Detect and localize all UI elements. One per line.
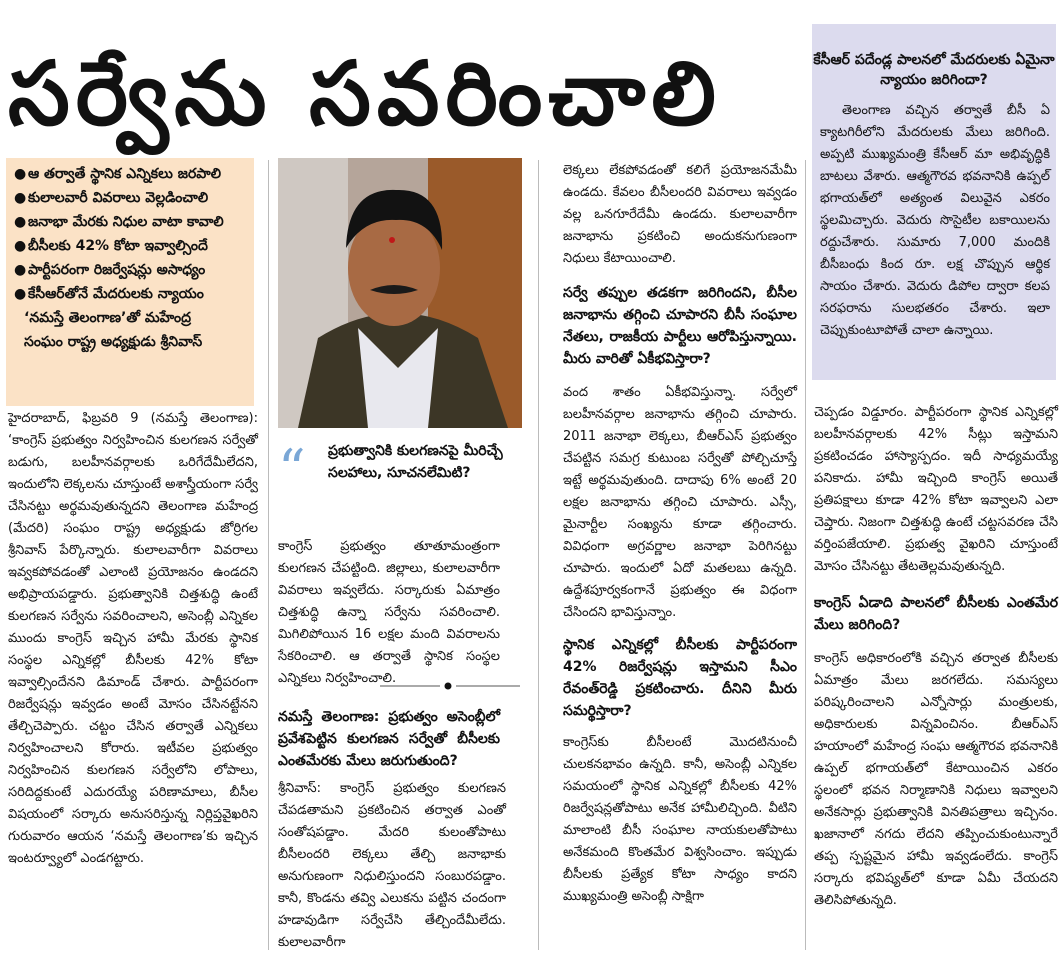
- answer-congress-rule: కాంగ్రెస్ అధికారంలోకి వచ్చిన తర్వాత బీసీలకు ఏమాత్రం మేలు జరగలేదు. సమస్యలు పరిష్కరించాలని ఎన్నోసార్లు మంత్రులకు, అధికారులకు విన్నవించినం. బీఆర్‌ఎస్ హయాంలో మహేంద్ర సంఘ ఆత్మగౌరవ భవనానికి ఉప్పల్ భగాయత్‌లో కేటాయించిన ఎకరం స్థలంలో భవన నిర్మాణానికి నిధులు ఇవ్వాలని అనేకసార్లు ప్రభుత్వానికి వినతిపత్రాలు ఇచ్చినం. ఖజానాలో నగదు లేదని తప్పించుకుంటున్నారే తప్ప స్పష్టమైన హామీ ఇవ్వడంలేదు. కాంగ్రెస్ సర్కారు భవిష్యత్‌లో కూడా ఏమీ చేయదని తెలిసిపోతున్నది.: [814, 651, 1058, 908]
- sidebar-question: కేసీఆర్ పదేండ్ల పాలనలో మేదరులకు ఏమైనా న్యాయం జరిగిందా?: [813, 52, 1055, 88]
- highlight-text: కేసీఆర్‌తోనే మేదరులకు న్యాయం: [28, 286, 204, 302]
- article-column-1: [8, 408, 258, 870]
- highlight-text: జనాభా మేరకు నిధుల వాటా కావాలి: [28, 214, 224, 230]
- sidebar-box: [812, 24, 1056, 380]
- portrait-photo: [278, 158, 522, 428]
- bullet-icon: ●: [14, 238, 27, 254]
- answer-party-reservation: కాంగ్రెస్‌కు బీసీలంటే మొదటినుంచీ చులకనభావం ఉన్నది. కానీ, అసెంబ్లీ ఎన్నికల సమయంలో స్థానిక ఎన్నికల్లో బీసీలకు 42% రిజర్వేషన్లతోపాటు అనేక హామీలిచ్చింది. వీటిని మాలాంటి బీసీ సంఘాల నాయకులతోపాటు అనేకమంది కొంతమేర విశ్వసించాం. ఇప్పుడు బీసీలకు ప్రత్యేక కోటా సాధ్యం కాదని ముఖ్యమంత్రి అసెంబ్లీ సాక్షిగా: [563, 735, 797, 904]
- column-rule: [538, 160, 539, 950]
- bullet-icon: ●: [14, 286, 27, 302]
- highlight-byline-2: సంఘం రాష్ట్ర అధ్యక్షుడు శ్రీనివాస్: [24, 334, 203, 350]
- bullet-icon: ●: [14, 262, 27, 278]
- answer-survey-errors: వంద శాతం ఏకీభవిస్తున్నా. సర్వేలో బలహీనవర్గాల జనాభాను తగ్గించి చూపారు. 2011 జనాభా లెక్కలు, బీఆర్‌ఎస్ ప్రభుత్వం చేపట్టిన సమగ్ర కుటుంబ సర్వేతో పోల్చిచూస్తే ఇట్టే అర్థమవుతుంది. దాదాపు 6% అంటే 20 లక్షల జనాభాను తగ్గించి చూపారు. ఎస్సీ, మైనార్టీల సంఖ్యను కూడా తగ్గించారు. వివిధంగా అగ్రవర్ణాల జనాభా పెరిగినట్టు చూపారు. ఇందులో ఏదో మతలబు ఉన్నది. ఉద్దేశపూర్వకంగానే ప్రభుత్వం ఈ విధంగా చేసిందని భావిస్తున్నాం.: [563, 385, 797, 620]
- answer-advice: కాంగ్రెస్ ప్రభుత్వం తూతూమంత్రంగా కులగణన చేపట్టింది. జిల్లాలు, కులాలవారీగా వివరాలు ఇవ్వలేదు. సర్కారుకు ఏమాత్రం చిత్తశుద్ధి ఉన్నా సర్వేను సవరించాలి. మిగిలిపోయిన 16 లక్షల మంది వివరాలను సేకరించాలి. ఆ తర్వాతే స్థానిక సంస్థల ఎన్నికలు నిర్వహించాలి.: [278, 539, 500, 686]
- highlight-item: [10, 210, 254, 234]
- answer-survey-benefit: శ్రీనివాస్: కాంగ్రెస్ ప్రభుత్వం కులగణన చేపడతామని ప్రకటించిన తర్వాత ఎంతో సంతోషపడ్డాం. మేదరి కులంతోపాటు బీసీలందరి లెక్కలు తేల్చి జనాభాకు అనుగుణంగా నిధులిస్తుందని సంబురపడ్డాం. కానీ, కొండను తవ్వి ఎలుకను పట్టిన చందంగా హడావుడిగా సర్వేచేసి తేల్చిందేమీలేదు. కులాలవారీగా: [278, 781, 506, 950]
- quote-mark-icon: “: [278, 438, 306, 501]
- pull-quote-question: ప్రభుత్వానికి కులగణనపై మీరిచ్చే సలహాలు, సూచనలేమిటి?: [328, 443, 503, 481]
- answer-party-reservation-continued: చెప్పడం విడ్డూరం. పార్టీపరంగా స్థానిక ఎన్నికల్లో బలహీనవర్గాలకు 42% సీట్లు ఇస్తామని ప్రకటించడం హాస్యాస్పదం. ఇదీ సాధ్యమయ్యే పనికాదు. హామీ ఇచ్చింది కాంగ్రెస్ అయితే ప్రతిపక్షాలు కూడా 42% కోటా ఇవ్వాలని ఎలా చెప్తారు. నిజంగా చిత్తశుద్ధి ఉంటే చట్టసవరణ చేసి వర్తింపజేయాలి. ప్రభుత్వ వైఖరిని చూస్తుంటే మోసం చేసినట్టు తేటతెల్లమవుతున్నది.: [814, 405, 1058, 574]
- highlight-item: [10, 234, 254, 258]
- highlight-text: ఆ తర్వాతే స్థానిక ఎన్నికలు జరపాలి: [28, 166, 221, 182]
- highlight-item: [10, 282, 254, 306]
- question-congress-rule: కాంగ్రెస్ ఏడాది పాలనలో బీసీలకు ఎంతమేర మేలు జరిగింది?: [814, 595, 1058, 633]
- article-column-3: [563, 160, 797, 908]
- column-rule: [805, 160, 806, 950]
- headline: సర్వేను సవరించాలి: [8, 41, 722, 145]
- bullet-icon: ●: [14, 214, 27, 230]
- question-party-reservation: స్థానిక ఎన్నికల్లో బీసీలకు పార్టీపరంగా 42% రిజర్వేషన్లు ఇస్తామని సీఎం రేవంత్‌రెడ్డి ప్రకటించారు. దీనిని మీరు సమర్థిస్తారా?: [563, 637, 797, 719]
- highlight-item: [10, 186, 254, 210]
- bullet-icon: ●: [14, 190, 27, 206]
- sidebar-body: తెలంగాణ వచ్చిన తర్వాతే బీసీ ఏ క్యాటగిరీలోని మేదరులకు మేలు జరిగింది. అప్పటి ముఖ్యమంత్రి కేసీఆర్ మా అభివృద్ధికి బాటలు వేశారు. ఆత్మగౌరవ భవనానికి ఉప్పల్ భగాయత్‌లో అత్యంత విలువైన ఎకరం స్థలమిచ్చారు. వెదురు సొసైటీల బకాయిలను రద్దుచేశారు. సుమారు 7,000 మందికి బీసీబంధు కింద రూ. లక్ష చొప్పున ఆర్థిక సాయం చేశారు. వెదురు డిపోల ద్వారా కలప సరఫరాను సులభతరం చేశారు. ఇలా చెప్పుకుంటూపోతే చాలా ఉన్నాయి.: [820, 103, 1050, 338]
- article-column-4: [814, 402, 1058, 912]
- highlight-text: బీసీలకు 42% కోటా ఇవ్వాల్సిందే: [28, 238, 208, 254]
- highlights-box: [6, 158, 254, 406]
- highlight-text: పార్టీపరంగా రిజర్వేషన్లు అసాధ్యం: [28, 262, 206, 278]
- highlight-text: కులాలవారీ వివరాలు వెల్లడించాలి: [28, 190, 209, 206]
- question-survey-benefit: నమస్తే తెలంగాణ: ప్రభుత్వం అసెంబ్లీలో ప్రవేశపెట్టిన కులగణన సర్వేతో బీసీలకు ఎంతమేరకు మేలు జరుగుతుంది?: [278, 709, 500, 769]
- answer-continued: లెక్కలు లేకపోవడంతో కలిగే ప్రయోజనమేమీ ఉండదు. కేవలం బీసీలందరి వివరాలు ఇవ్వడం వల్ల ఒనగూరేదేమీ ఉండదు. కులాలవారీగా జనాభాను ప్రకటించి అందుకనుగుణంగా నిధులు కేటాయించాలి.: [563, 163, 797, 266]
- question-survey-errors: సర్వే తప్పుల తడకగా జరిగిందని, బీసీల జనాభాను తగ్గించి చూపారని బీసీ సంఘాల నేతలు, రాజకీయ పార్టీలు ఆరోపిస్తున్నాయి. మీరు వారితో ఏకీభవిస్తారా?: [563, 285, 797, 367]
- portrait-image: [278, 158, 522, 428]
- bullet-icon: ●: [14, 166, 27, 182]
- highlight-byline-1: ‘నమస్తే తెలంగాణ’తో మహేంద్ర: [24, 310, 191, 326]
- highlight-item: [10, 162, 254, 186]
- section-divider: [380, 680, 520, 692]
- highlight-item: [10, 258, 254, 282]
- article-intro: హైదరాబాద్, ఫిబ్రవరి 9 (నమస్తే తెలంగాణ): ‘కాంగ్రెస్ ప్రభుత్వం నిర్వహించిన కులగణన సర్వేతో బడుగు, బలహీనవర్గాలకు ఒరిగేదేమీలేదని, ఇందులోని లెక్కలను చూస్తుంటే అశాస్త్రీయంగా సర్వే చేసినట్టు అర్థమవుతున్నదని తెలంగాణ మహేంద్ర (మేదరి) సంఘం రాష్ట్ర అధ్యక్షుడు జోర్రిగల శ్రీనివాస్ పేర్కొన్నారు. కులాలవారీగా వివరాలు ఇవ్వకపోవడంతో ఎలాంటి ప్రయోజనం ఉండదని అభిప్రాయపడ్డారు. ప్రభుత్వానికి చిత్తశుద్ధి ఉంటే కులగణన సర్వేను సవరించాలని, అసెంబ్లీ ఎన్నికల ముందు కాంగ్రెస్ ఇచ్చిన హామీ మేరకు స్థానిక సంస్థల ఎన్నికల్లో బీసీలకు 42% కోటా ఇవ్వాల్సిందేనని డిమాండ్ చేశారు. పార్టీపరంగా రిజర్వేషన్లు ఇవ్వడం అంటే మోసం చేసినట్టేనని తేల్చిచెప్పారు. చట్టం చేసిన తర్వాతే ఎన్నికలు నిర్వహించాలని కోరారు. ఇటీవల ప్రభుత్వం నిర్వహించిన కులగణన సర్వేలోని లోపాలు, సరిదిద్దకుంటే ఎదురయ్యే పరిణామాలు, బీసీల విషయంలో సర్కారు అనుసరిస్తున్న నిర్లిప్తవైఖరిని గురువారం ఆయన ‘నమస్తే తెలంగాణ’కు ఇచ్చిన ఇంటర్వ్యూలో ఎండగట్టారు.: [8, 411, 258, 866]
- column-rule: [268, 160, 269, 950]
